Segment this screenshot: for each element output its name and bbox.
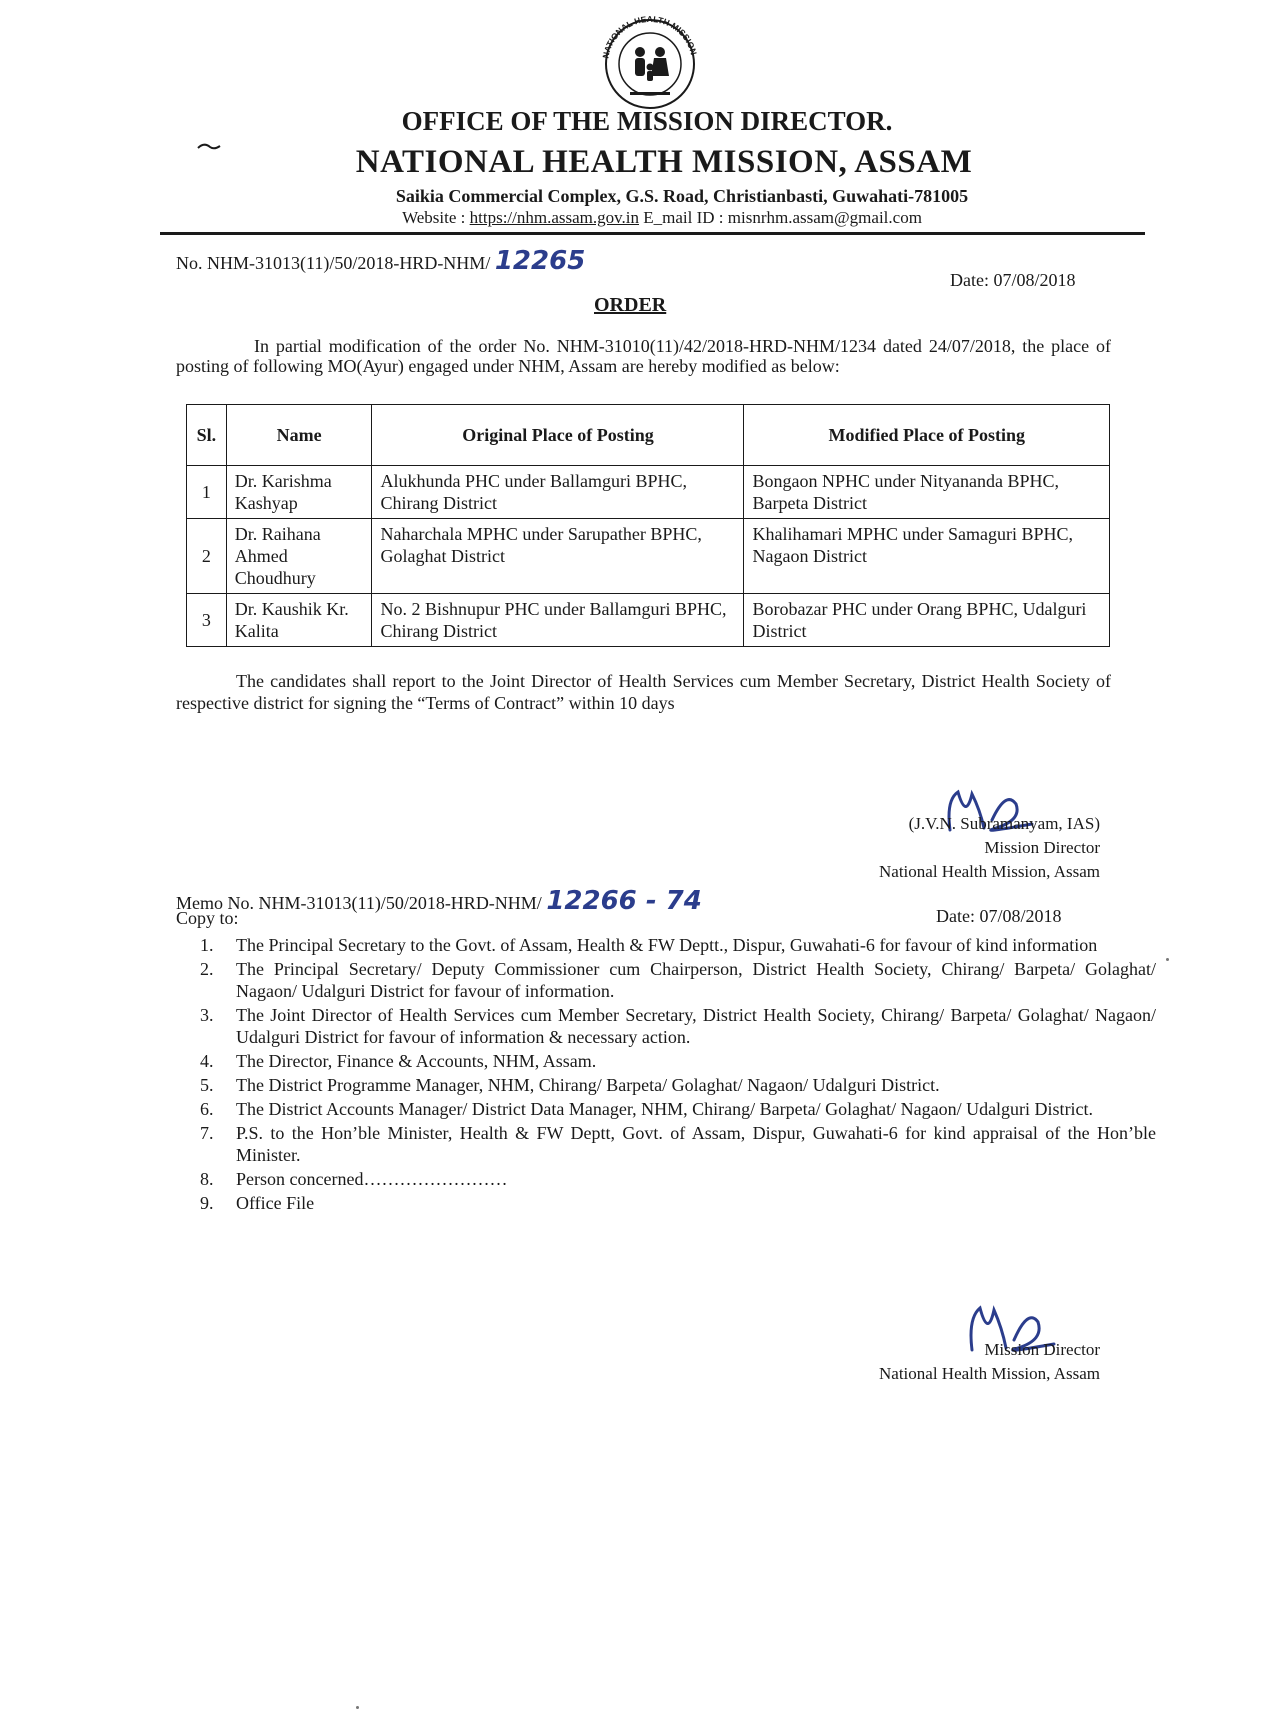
office-title: OFFICE OF THE MISSION DIRECTOR. xyxy=(401,106,893,136)
order-number xyxy=(176,246,585,276)
list-item xyxy=(200,1122,1156,1166)
scan-speck xyxy=(356,1706,359,1709)
cell-sl: 2 xyxy=(187,519,227,594)
signatory-organization: National Health Mission, Assam xyxy=(879,1364,1100,1383)
column-header-modified: Modified Place of Posting xyxy=(744,405,1110,466)
cell-original: Naharchala MPHC under Sarupather BPHC, Golaghat District xyxy=(372,519,744,594)
table-row xyxy=(187,466,1110,519)
list-item-number: 5. xyxy=(200,1075,214,1095)
list-item-text: The Principal Secretary to the Govt. of Assam, Health & FW Deptt., Dispur, Guwahati-6 for favour of kind information xyxy=(236,935,1098,955)
signatory-name: (J.V.N. Subramanyam, IAS) xyxy=(908,814,1100,833)
column-header-original: Original Place of Posting xyxy=(372,405,744,466)
list-item xyxy=(200,934,1156,956)
cell-modified: Borobazar PHC under Orang BPHC, Udalguri District xyxy=(744,594,1110,647)
order-intro: In partial modification of the order No. NHM-31010(11)/42/2018-HRD-NHM/1234 dated 24/07/2018, the place of posting of following MO(Ayur) engaged under NHM, Assam are hereby modified as below: xyxy=(176,336,1111,376)
memo-number xyxy=(176,886,702,916)
postings-table xyxy=(186,404,1110,647)
list-item-number: 6. xyxy=(200,1099,214,1119)
memo-number-prefix: Memo No. NHM-31013(11)/50/2018-HRD-NHM/ xyxy=(176,893,542,913)
scan-speck xyxy=(1166,958,1169,961)
list-item-text: P.S. to the Hon’ble Minister, Health & FW Deptt, Govt. of Assam, Dispur, Guwahati-6 for kind appraisal of the Hon’ble Minister. xyxy=(236,1123,1156,1165)
list-item xyxy=(200,958,1156,1002)
signatory-designation: Mission Director xyxy=(984,838,1100,857)
list-item-number: 9. xyxy=(200,1193,214,1213)
column-header-name: Name xyxy=(226,405,372,466)
column-header-sl: Sl. xyxy=(187,405,227,466)
cell-name: Dr. Karishma Kashyap xyxy=(226,466,372,519)
contact-line xyxy=(0,208,1264,228)
list-item-text: The Joint Director of Health Services cum Member Secretary, District Health Society, Chirang/ Barpeta/ Golaghat/ Nagaon/ Udalguri District for favour of information & necessary action. xyxy=(236,1005,1156,1047)
list-item-text: The District Programme Manager, NHM, Chirang/ Barpeta/ Golaghat/ Nagaon/ Udalguri District. xyxy=(236,1075,940,1095)
list-item-text: Person concerned…………………… xyxy=(236,1169,508,1189)
list-item-text: The Principal Secretary/ Deputy Commissioner cum Chairperson, District Health Society, Chirang/ Barpeta/ Golaghat/ Nagaon/ Udalguri District for favour of information. xyxy=(236,959,1156,1001)
website-link[interactable]: https://nhm.assam.gov.in xyxy=(469,208,640,227)
cell-modified: Khalihamari MPHC under Samaguri BPHC, Nagaon District xyxy=(744,519,1110,594)
cell-name: Dr. Raihana Ahmed Choudhury xyxy=(226,519,372,594)
list-item xyxy=(200,1074,1156,1096)
cell-original: Alukhunda PHC under Ballamguri BPHC, Chirang District xyxy=(372,466,744,519)
table-row xyxy=(187,519,1110,594)
cell-original: No. 2 Bishnupur PHC under Ballamguri BPHC, Chirang District xyxy=(372,594,744,647)
website-label: Website : xyxy=(402,208,466,227)
nhm-logo-icon xyxy=(590,12,710,110)
svg-text:NATIONAL HEALTH MISSION: NATIONAL HEALTH MISSION xyxy=(600,13,699,60)
list-item xyxy=(200,1168,1156,1190)
order-date: Date: 07/08/2018 xyxy=(950,270,1076,290)
list-item-text: Office File xyxy=(236,1193,315,1213)
list-item xyxy=(200,1098,1156,1120)
list-item xyxy=(200,1050,1156,1072)
signatory-designation: Mission Director xyxy=(984,1340,1100,1359)
mission-title: NATIONAL HEALTH MISSION, ASSAM xyxy=(355,144,973,180)
report-instruction: The candidates shall report to the Joint Director of Health Services cum Member Secretary, District Health Society of respective district for signing the “Terms of Contract” within 10 days xyxy=(176,671,1111,713)
list-item xyxy=(200,1004,1156,1048)
cell-sl: 1 xyxy=(187,466,227,519)
memo-date: Date: 07/08/2018 xyxy=(936,906,1062,926)
list-item-text: The District Accounts Manager/ District Data Manager, NHM, Chirang/ Barpeta/ Golaghat/ Nagaon/ Udalguri District. xyxy=(236,1099,1094,1119)
email-label: E_mail ID : xyxy=(643,208,724,227)
order-title: ORDER xyxy=(594,294,667,316)
table-row xyxy=(187,594,1110,647)
list-item xyxy=(200,1192,1156,1214)
copy-to-label: Copy to: xyxy=(176,908,239,928)
list-item-number: 4. xyxy=(200,1051,214,1071)
signatory-organization: National Health Mission, Assam xyxy=(879,862,1100,881)
list-item-number: 2. xyxy=(200,959,214,979)
table-header-row xyxy=(187,405,1110,466)
memo-number-handwritten: 12266 - 74 xyxy=(546,886,702,916)
cell-name: Dr. Kaushik Kr. Kalita xyxy=(226,594,372,647)
order-number-handwritten: 12265 xyxy=(494,246,586,276)
list-item-number: 3. xyxy=(200,1005,214,1025)
office-address: Saikia Commercial Complex, G.S. Road, Christianbasti, Guwahati-781005 xyxy=(395,186,969,206)
cell-modified: Bongaon NPHC under Nityananda BPHC, Barpeta District xyxy=(744,466,1110,519)
email-address: misnrhm.assam@gmail.com xyxy=(727,208,922,227)
list-item-text: The Director, Finance & Accounts, NHM, Assam. xyxy=(236,1051,597,1071)
cell-sl: 3 xyxy=(187,594,227,647)
list-item-number: 8. xyxy=(200,1169,214,1189)
order-number-prefix: No. NHM-31013(11)/50/2018-HRD-NHM/ xyxy=(176,253,491,273)
header-divider xyxy=(160,232,1145,235)
list-item-number: 1. xyxy=(200,935,214,955)
list-item-number: 7. xyxy=(200,1123,214,1143)
copy-list xyxy=(176,934,1156,1216)
